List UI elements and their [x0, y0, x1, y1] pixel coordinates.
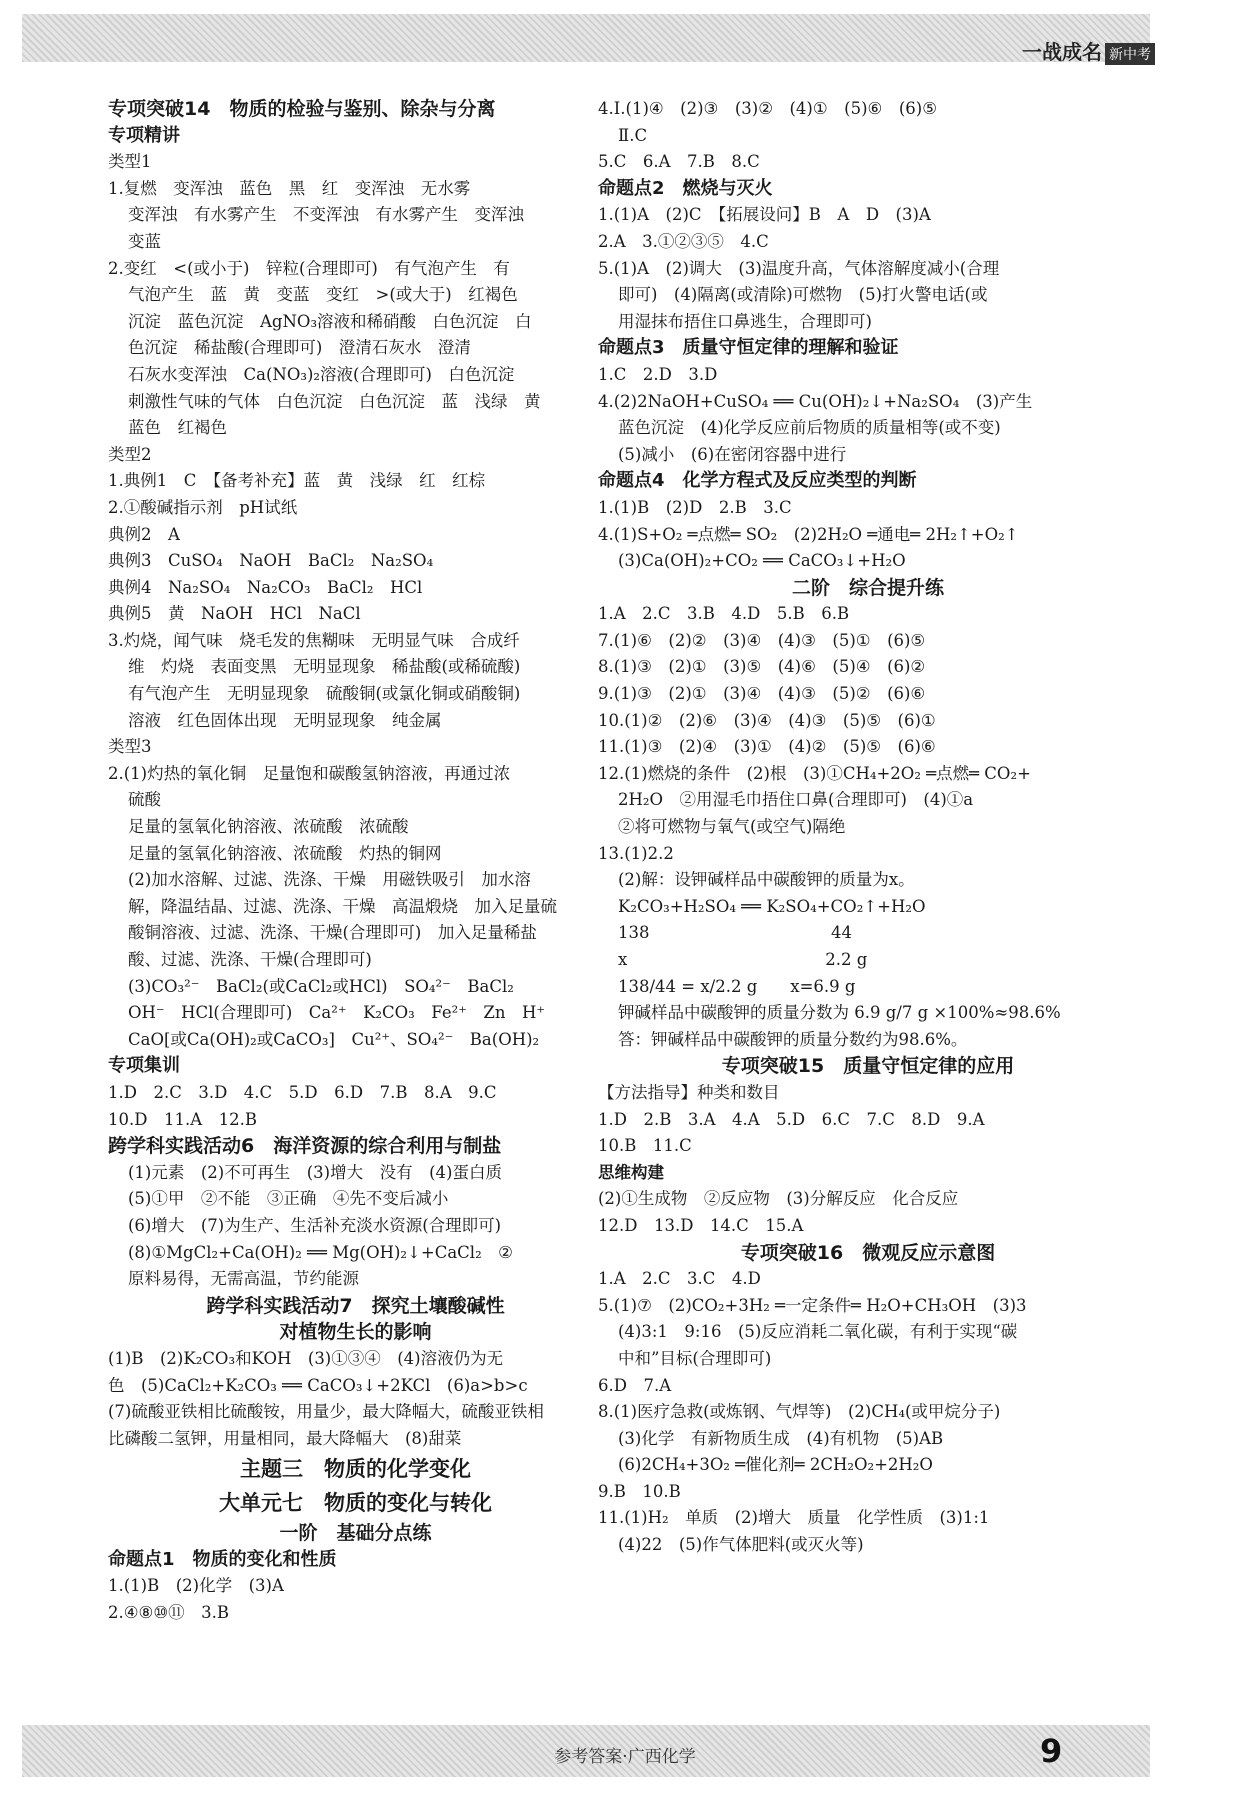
right-line: 5.C 6.A 7.B 8.C [598, 152, 760, 172]
right-line: 4.(2)2NaOH+CuSO₄ ══ Cu(OH)₂↓+Na₂SO₄ (3)产生 [598, 391, 1033, 411]
left-line: 10.D 11.A 12.B [108, 1109, 257, 1129]
left-line: 石灰水变浑浊 Ca(NO₃)₂溶液(合理即可) 白色沉淀 [128, 364, 515, 384]
footer-text: 参考答案·广西化学 [554, 1747, 696, 1767]
left-line: 对植物生长的影响 [279, 1321, 432, 1344]
right-line: 1.A 2.C 3.C 4.D [598, 1269, 761, 1289]
left-line: 刺激性气味的气体 白色沉淀 白色沉淀 蓝 浅绿 黄 [128, 391, 541, 411]
right-line: 1.D 2.B 3.A 4.A 5.D 6.C 7.C 8.D 9.A [598, 1109, 985, 1129]
left-line: 2.(1)灼热的氧化铜 足量饱和碳酸氢钠溶液，再通过浓 [108, 763, 511, 783]
right-line: (4)3:1 9:16 (5)反应消耗二氧化碳，有利于实现“碳 [618, 1322, 1018, 1342]
left-line: 酸、过滤、洗涤、干燥(合理即可) [128, 950, 372, 969]
page-number: 9 [1040, 1732, 1063, 1770]
left-line: 蓝色 红褐色 [128, 418, 227, 438]
left-line: (1)B (2)K₂CO₃和KOH (3)①③④ (4)溶液仍为无 [108, 1348, 504, 1368]
right-line: 1.(1)A (2)C 【拓展设问】B A D (3)A [598, 205, 931, 225]
left-line: 足量的氢氧化钠溶液、浓硫酸 灼热的铜网 [128, 843, 442, 863]
right-line: 2H₂O ②用湿毛巾捂住口鼻(合理即可) (4)①a [618, 790, 974, 810]
left-line: 典例2 A [108, 524, 180, 544]
left-line: 硫酸 [128, 790, 161, 810]
left-line: 专项精讲 [108, 124, 180, 146]
left-line: 专项集训 [108, 1055, 180, 1077]
left-line: 1.典例1 C 【备考补充】蓝 黄 浅绿 红 红棕 [108, 471, 486, 491]
right-line: 11.(1)H₂ 单质 (2)增大 质量 化学性质 (3)1:1 [598, 1508, 990, 1528]
right-line: 【方法指导】种类和数目 [598, 1082, 780, 1102]
left-line: (8)①MgCl₂+Ca(OH)₂ ══ Mg(OH)₂↓+CaCl₂ ② [128, 1242, 530, 1262]
left-line: 大单元七 物质的变化与转化 [219, 1491, 492, 1516]
left-line: 变蓝 [128, 231, 161, 251]
right-line: 1.A 2.C 3.B 4.D 5.B 6.B [598, 604, 850, 624]
right-line: (6)2CH₄+3O₂ ═催化剂═ 2CH₂O₂+2H₂O [618, 1455, 933, 1475]
left-line: 维 灼烧 表面变黑 无明显现象 稀盐酸(或稀硫酸) [128, 657, 521, 677]
right-line: 蓝色沉淀 (4)化学反应前后物质的质量相等(或不变) [618, 418, 1001, 438]
left-line: 有气泡产生 无明显现象 硫酸铜(或氯化铜或硝酸铜) [128, 684, 521, 704]
left-line: 足量的氢氧化钠溶液、浓硫酸 浓硫酸 [128, 817, 409, 837]
right-line: 专项突破15 质量守恒定律的应用 [721, 1055, 1015, 1078]
right-line: 13.(1)2.2 [598, 843, 674, 863]
left-line: (7)硫酸亚铁相比硫酸铵，用量少，最大降幅大，硫酸亚铁相 [108, 1402, 544, 1422]
right-line: 8.(1)医疗急救(或炼钢、气焊等) (2)CH₄(或甲烷分子) [598, 1402, 1001, 1422]
left-line: 命题点1 物质的变化和性质 [108, 1548, 337, 1570]
right-line: (2)解：设钾碱样品中碳酸钾的质量为x。 [618, 870, 915, 890]
right-line: 即可) (4)隔离(或清除)可燃物 (5)打火警电话(或 [618, 285, 988, 305]
left-line: 类型2 [108, 444, 152, 464]
left-line: 2.①酸碱指示剂 pH试纸 [108, 497, 298, 517]
right-line: ②将可燃物与氧气(或空气)隔绝 [618, 817, 846, 837]
right-line: (5)减小 (6)在密闭容器中进行 [618, 444, 847, 464]
left-line: 溶液 红色固体出现 无明显现象 纯金属 [128, 710, 442, 730]
right-line: 思维构建 [598, 1162, 664, 1182]
right-line: 钾碱样品中碳酸钾的质量分数为 6.9 g/7 g ×100%≈98.6% [618, 1003, 1061, 1023]
left-line: 一阶 基础分点练 [279, 1522, 432, 1545]
left-line: 跨学科实践活动7 探究土壤酸碱性 [206, 1294, 505, 1317]
left-line: 1.(1)B (2)化学 (3)A [108, 1576, 284, 1596]
right-line: 138 44 [618, 923, 852, 943]
right-line: 138/44 = x/2.2 g x=6.9 g [618, 976, 856, 996]
right-line: 5.(1)A (2)调大 (3)温度升高，气体溶解度减小(合理 [598, 258, 1000, 278]
right-line: 9.B 10.B [598, 1481, 681, 1501]
left-line: 典例4 Na₂SO₄ Na₂CO₃ BaCl₂ HCl [108, 577, 423, 597]
left-line: 气泡产生 蓝 黄 变蓝 变红 >(或大于) 红褐色 [128, 285, 518, 305]
left-line: 色 (5)CaCl₂+K₂CO₃ ══ CaCO₃↓+2KCl (6)a>b>c [108, 1375, 528, 1395]
right-line: 用湿抹布捂住口鼻逃生，合理即可) [618, 311, 872, 331]
left-line: 类型1 [108, 152, 152, 172]
left-line: 主题三 物质的化学变化 [240, 1457, 471, 1482]
right-line: 8.(1)③ (2)① (3)⑤ (4)⑥ (5)④ (6)② [598, 657, 926, 677]
left-line: 沉淀 蓝色沉淀 AgNO₃溶液和稀硝酸 白色沉淀 白 [128, 311, 532, 331]
right-line: 1.(1)B (2)D 2.B 3.C [598, 497, 792, 517]
right-line: x 2.2 g [618, 950, 868, 969]
right-line: 9.(1)③ (2)① (3)④ (4)③ (5)② (6)⑥ [598, 684, 926, 704]
left-line: 解，降温结晶、过滤、洗涤、干燥 高温煅烧 加入足量硫 [128, 896, 557, 916]
right-line: 2.A 3.①②③⑤ 4.C [598, 231, 769, 251]
right-line: 7.(1)⑥ (2)② (3)④ (4)③ (5)① (6)⑤ [598, 630, 926, 650]
right-line: 命题点3 质量守恒定律的理解和验证 [598, 337, 899, 359]
left-line: 比磷酸二氢钾，用量相同，最大降幅大 (8)甜菜 [108, 1428, 462, 1448]
left-line: (6)增大 (7)为生产、生活补充淡水资源(合理即可) [128, 1215, 502, 1235]
left-line: (5)①甲 ②不能 ③正确 ④先不变后减小 [128, 1189, 449, 1209]
right-line: 二阶 综合提升练 [791, 576, 944, 599]
left-line: 原料易得，无需高温，节约能源 [128, 1269, 359, 1289]
right-line: (3)化学 有新物质生成 (4)有机物 (5)AB [618, 1428, 944, 1448]
right-column [598, 96, 1138, 1559]
left-line: 典例5 黄 NaOH HCl NaCl [108, 604, 361, 624]
left-line: 跨学科实践活动6 海洋资源的综合利用与制盐 [108, 1135, 502, 1158]
right-line: 10.(1)② (2)⑥ (3)④ (4)③ (5)⑤ (6)① [598, 710, 936, 730]
right-line: Ⅱ.C [618, 125, 648, 145]
left-line: (2)加水溶解、过滤、洗涤、干燥 用磁铁吸引 加水溶 [128, 870, 531, 890]
right-line: 中和”目标(合理即可) [618, 1348, 772, 1368]
right-line: 11.(1)③ (2)④ (3)① (4)② (5)⑤ (6)⑥ [598, 737, 936, 757]
right-line: 4.Ⅰ.(1)④ (2)③ (3)② (4)① (5)⑥ (6)⑤ [598, 99, 937, 118]
left-line: (1)元素 (2)不可再生 (3)增大 没有 (4)蛋白质 [128, 1162, 502, 1182]
left-line: OH⁻ HCl(合理即可) Ca²⁺ K₂CO₃ Fe²⁺ Zn H⁺ [128, 1003, 546, 1023]
left-line: 3.灼烧，闻气味 烧毛发的焦糊味 无明显气味 合成纤 [108, 630, 520, 650]
right-line: 4.(1)S+O₂ ═点燃═ SO₂ (2)2H₂O ═通电═ 2H₂↑+O₂↑ [598, 524, 1019, 544]
right-line: 10.B 11.C [598, 1136, 692, 1156]
right-line: 6.D 7.A [598, 1375, 672, 1395]
right-line: (3)Ca(OH)₂+CO₂ ══ CaCO₃↓+H₂O [618, 551, 906, 571]
brand-tag: 新中考 [1105, 43, 1155, 65]
left-line: 2.④⑧⑩⑪ 3.B [108, 1603, 229, 1623]
left-line: 类型3 [108, 737, 152, 757]
left-line: 1.复燃 变浑浊 蓝色 黑 红 变浑浊 无水雾 [108, 178, 471, 198]
left-column [108, 96, 603, 1627]
right-line: 专项突破16 微观反应示意图 [740, 1241, 996, 1264]
right-line: 1.C 2.D 3.D [598, 364, 718, 384]
right-line: 命题点4 化学方程式及反应类型的判断 [598, 470, 917, 492]
left-line: (3)CO₃²⁻ BaCl₂(或CaCl₂或HCl) SO₄²⁻ BaCl₂ [128, 976, 514, 996]
right-line: (2)①生成物 ②反应物 (3)分解反应 化合反应 [598, 1189, 959, 1209]
right-line: (4)22 (5)作气体肥料(或灭火等) [618, 1535, 864, 1555]
right-line: 答：钾碱样品中碳酸钾的质量分数约为98.6%。 [618, 1029, 968, 1049]
right-line: 5.(1)⑦ (2)CO₂+3H₂ ═一定条件═ H₂O+CH₃OH (3)3 [598, 1295, 1027, 1315]
right-line: 12.(1)燃烧的条件 (2)根 (3)①CH₄+2O₂ ═点燃═ CO₂+ [598, 763, 1031, 783]
left-line: 专项突破14 物质的检验与鉴别、除杂与分离 [108, 98, 496, 120]
left-line: 典例3 CuSO₄ NaOH BaCl₂ Na₂SO₄ [108, 551, 434, 571]
header-band [22, 14, 1150, 62]
right-line: K₂CO₃+H₂SO₄ ══ K₂SO₄+CO₂↑+H₂O [618, 896, 926, 916]
right-line: 命题点2 燃烧与灭火 [598, 177, 773, 199]
right-line: 12.D 13.D 14.C 15.A [598, 1215, 804, 1235]
left-line: CaO[或Ca(OH)₂或CaCO₃] Cu²⁺、SO₄²⁻ Ba(OH)₂ [128, 1029, 540, 1049]
left-line: 色沉淀 稀盐酸(合理即可) 澄清石灰水 澄清 [128, 338, 471, 358]
left-line: 酸铜溶液、过滤、洗涤、干燥(合理即可) 加入足量稀盐 [128, 923, 537, 943]
left-line: 1.D 2.C 3.D 4.C 5.D 6.D 7.B 8.A 9.C [108, 1082, 497, 1102]
left-line: 2.变红 <(或小于) 锌粒(合理即可) 有气泡产生 有 [108, 258, 510, 278]
left-line: 变浑浊 有水雾产生 不变浑浊 有水雾产生 变浑浊 [128, 205, 524, 225]
brand-logo: 一战成名 新中考 [1022, 36, 1155, 65]
